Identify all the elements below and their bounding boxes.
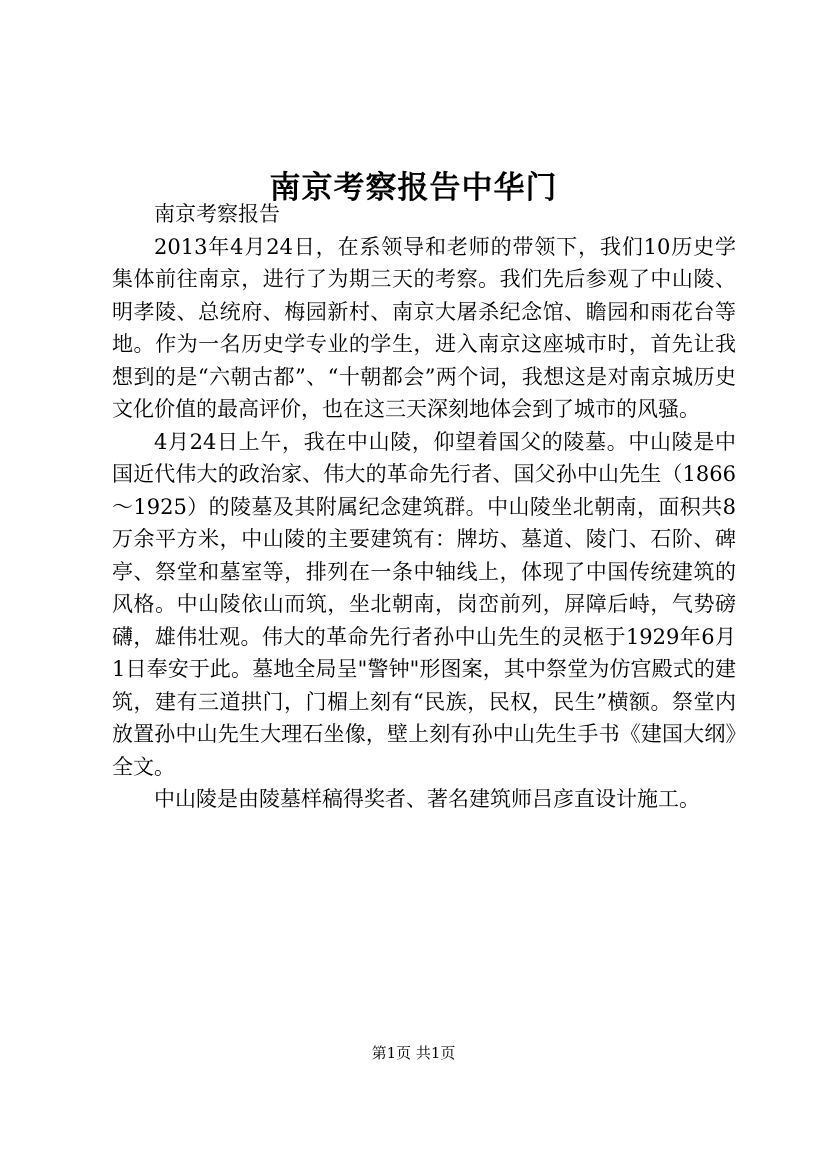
page-number-footer: 第1页 共1页 bbox=[371, 1044, 456, 1062]
document-body bbox=[112, 198, 736, 816]
paragraph-introduction: 2013年4月24日，在系领导和老师的带领下，我们10历史学集体前往南京，进行了为期三天的考察。我们先后参观了中山陵、明孝陵、总统府、梅园新村、南京大屠杀纪念馆、瞻园和雨花台等地。作为一名历史学专业的学生，进入南京这座城市时，首先让我想到的是“六朝古都”、“十朝都会”两个词，我想这是对南京城历史文化价值的最高评价，也在这三天深刻地体会到了城市的风骚。 bbox=[112, 234, 736, 421]
paragraph-zhongshan-mausoleum: 4月24日上午，我在中山陵，仰望着国父的陵墓。中山陵是中国近代伟大的政治家、伟大的革命先行者、国父孙中山先生（1866～1925）的陵墓及其附属纪念建筑群。中山陵坐北朝南，面积共8万余平方米，中山陵的主要建筑有：牌坊、墓道、陵门、石阶、碑亭、祭堂和墓室等，排列在一条中轴线上，体现了中国传统建筑的风格。中山陵依山而筑，坐北朝南，岗峦前列，屏障后峙，气势磅礴，雄伟壮观。伟大的革命先行者孙中山先生的灵柩于1929年6月1日奉安于此。墓地全局呈"警钟"形图案，其中祭堂为仿宫殿式的建筑，建有三道拱门，门楣上刻有“民族，民权，民生”横额。祭堂内放置孙中山先生大理石坐像，壁上刻有孙中山先生手书《建国大纲》全文。 bbox=[112, 429, 736, 779]
document-title: 南京考察报告中华门 bbox=[269, 169, 558, 206]
paragraph-subtitle: 南京考察报告 bbox=[154, 202, 280, 226]
paragraph-architect: 中山陵是由陵墓样稿得奖者、著名建筑师吕彦直设计施工。 bbox=[154, 787, 700, 811]
